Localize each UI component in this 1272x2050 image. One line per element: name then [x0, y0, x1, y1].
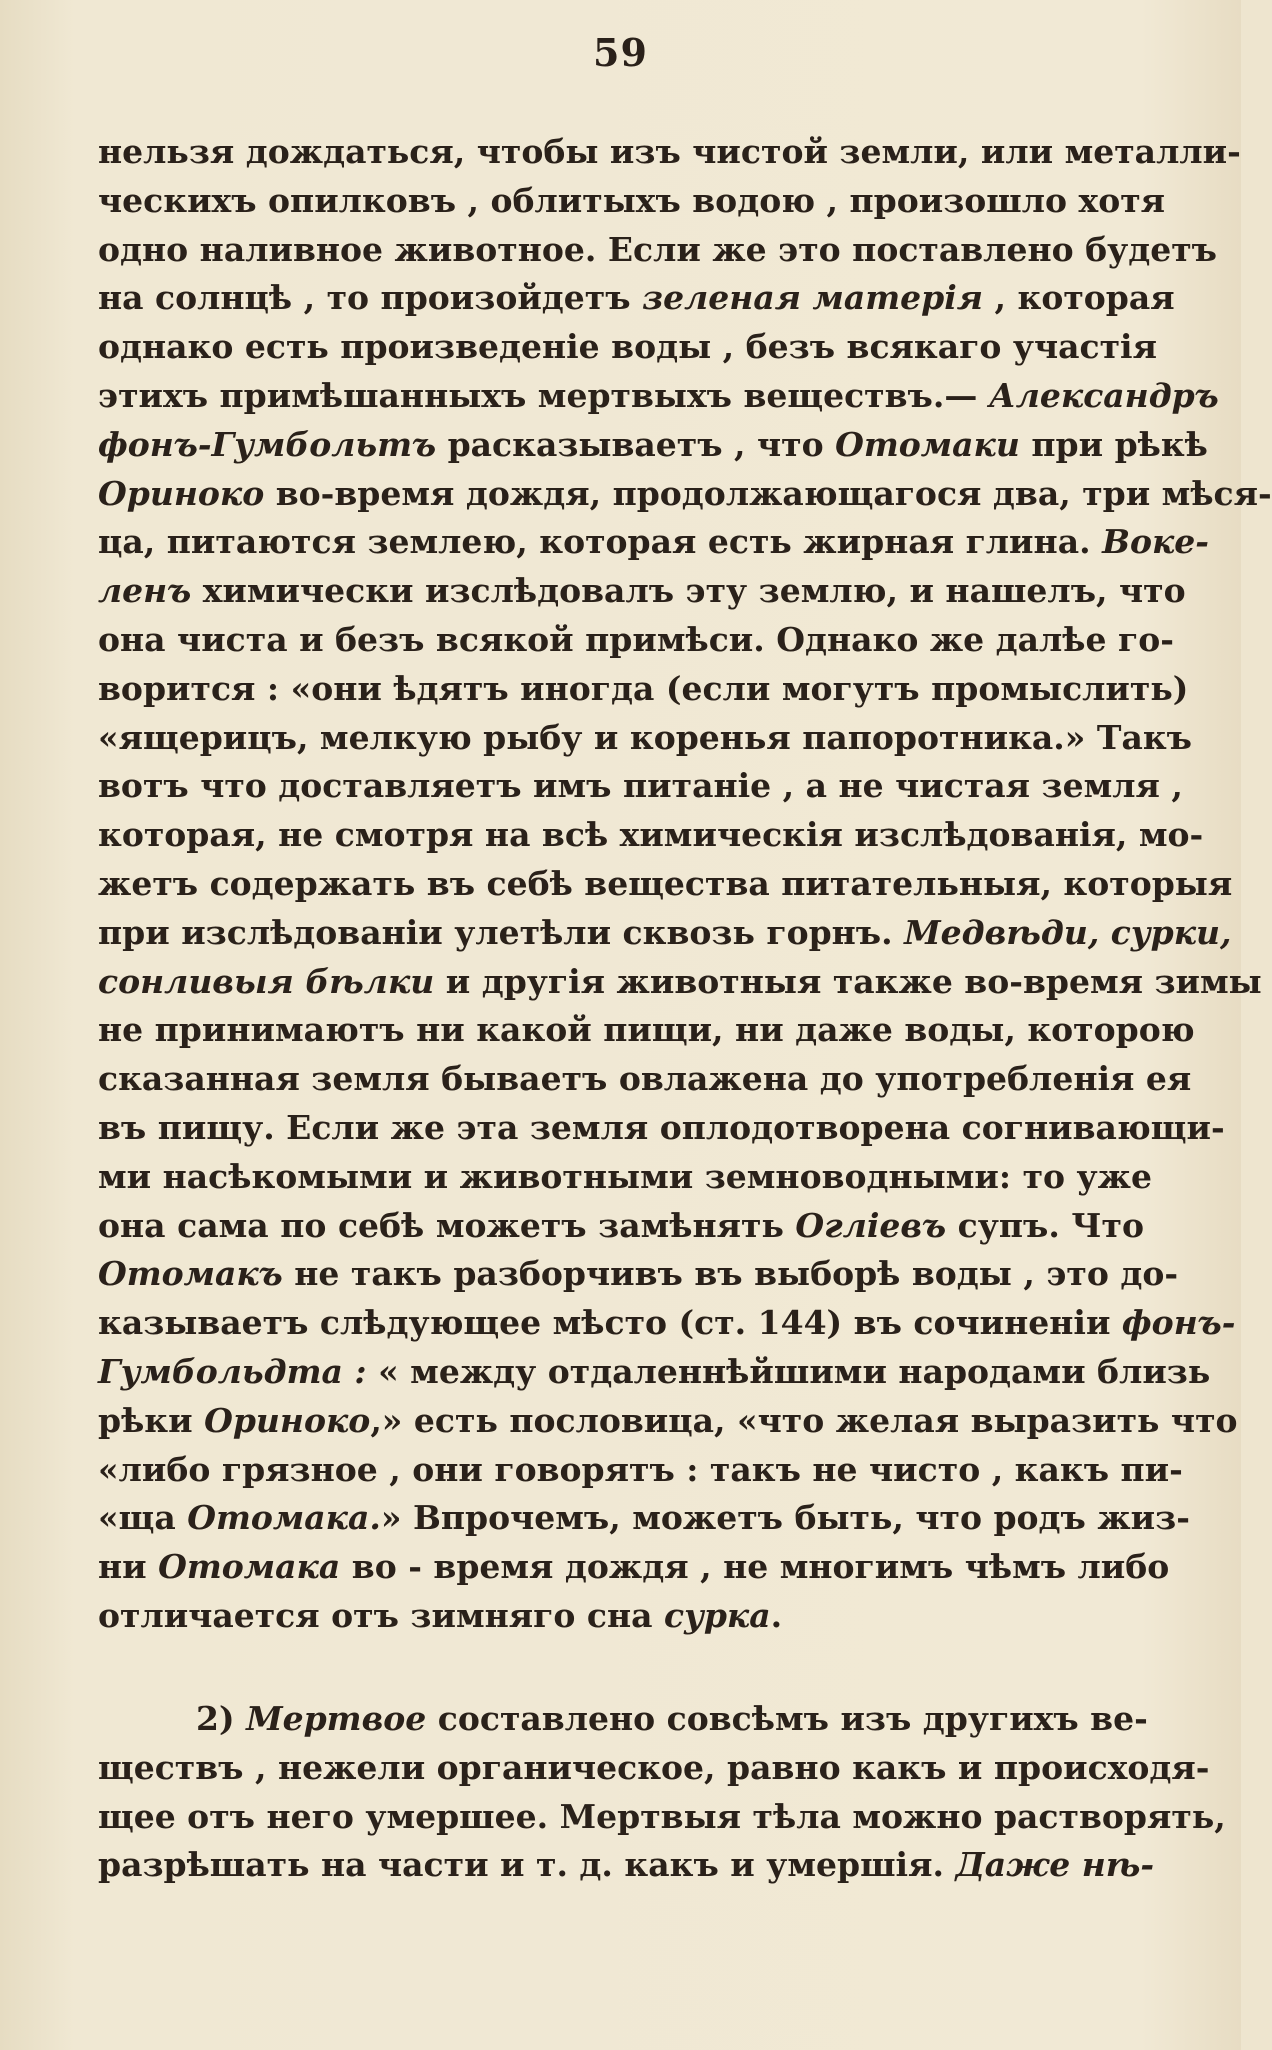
text-line [98, 860, 1233, 909]
text-span: . [770, 1595, 783, 1635]
text-span: вотъ что доставляетъ имъ питаніе , а не чистая земля , [98, 766, 1183, 806]
text-line [98, 372, 1219, 421]
text-span: во - время дождя , не многимъ чѣмъ либо [340, 1547, 1170, 1587]
text-line [98, 470, 1272, 519]
italic-text: Отомака. [187, 1498, 381, 1538]
text-span: казываетъ слѣдующее мѣсто (ст. 144) въ сочиненіи [98, 1303, 1122, 1343]
text-span: и другія животныя также во-время зимы [434, 961, 1262, 1001]
italic-text: фонъ-Гумбольтъ [98, 424, 437, 464]
text-line [98, 1695, 1148, 1744]
text-line [98, 1299, 1236, 1348]
italic-text: Оглiевъ [795, 1205, 947, 1245]
text-span: щее отъ него умершее. Мертвыя тѣла можно растворять, [98, 1796, 1226, 1836]
text-span: на солнцѣ , то произойдетъ [98, 278, 643, 318]
italic-text: Даже нѣ- [955, 1845, 1155, 1885]
italic-text: Ориноко [98, 473, 265, 513]
text-line [98, 909, 1232, 958]
text-span: нельзя дождаться, чтобы изъ чистой земли, или металли- [98, 132, 1241, 171]
text-line [98, 128, 1241, 177]
italic-text: Мертвое [246, 1699, 427, 1738]
text-span: не принимаютъ ни какой пищи, ни даже воды, которою [98, 1010, 1195, 1050]
text-line [98, 1592, 1144, 1641]
text-line [98, 1202, 1144, 1251]
text-line [98, 665, 1189, 714]
text-line [98, 1494, 1190, 1543]
text-span: ни [98, 1547, 159, 1587]
text-line [98, 567, 1186, 616]
text-span: ществъ , нежели органическое, равно какъ и происходя- [98, 1747, 1210, 1787]
text-line [98, 1543, 1170, 1592]
text-span: ческихъ опилковъ , облитыхъ водою , произошло хотя [98, 180, 1166, 220]
italic-text: Воке- [1102, 522, 1209, 562]
text-line [98, 1793, 1226, 1842]
italic-text: Александръ [988, 375, 1219, 415]
text-span: отличается отъ зимняго сна [98, 1595, 664, 1635]
italic-text: Медвѣди, сурки, [904, 912, 1232, 952]
text-span: этихъ примѣшанныхъ мертвыхъ веществъ.— [98, 375, 989, 415]
text-span: «либо грязное , они говорятъ : такъ не чисто , какъ пи- [98, 1449, 1183, 1489]
text-span: ца, питаются землею, которая есть жирная глина. [98, 522, 1103, 562]
text-line [98, 177, 1166, 226]
italic-text: сонливыя бѣлки [98, 961, 435, 1001]
text-line [98, 518, 1209, 567]
text-line [98, 274, 1175, 323]
text-line [98, 1446, 1183, 1495]
text-line [98, 1104, 1225, 1153]
italic-text: Гумбольдта : [98, 1351, 367, 1391]
text-line [98, 1153, 1152, 1202]
text-span: однако есть произведеніе воды , безъ всякаго участія [98, 327, 1157, 367]
text-span: «ящерицъ, мелкую рыбу и коренья папоротника.» Такъ [98, 717, 1192, 757]
text-line [98, 421, 1208, 470]
text-span: при изслѣдованіи улетѣли сквозь горнъ. [98, 912, 905, 952]
text-line [98, 1397, 1238, 1446]
text-span: составлено совсѣмъ изъ другихъ ве- [426, 1699, 1148, 1738]
text-span: химически изслѣдовалъ эту землю, и нашелъ, что [191, 571, 1186, 611]
text-span: ми насѣкомыми и животными земноводными: то уже [98, 1156, 1152, 1196]
italic-text: зеленая матерія [642, 278, 984, 318]
text-span: ,» есть пословица, «что желая выразить что [370, 1400, 1238, 1440]
text-line [98, 762, 1183, 811]
text-span: разрѣшать на части и т. д. какъ и умершія. [98, 1845, 956, 1885]
text-line [98, 1348, 1211, 1397]
text-span: 2) [196, 1699, 247, 1738]
text-span: , которая [983, 278, 1175, 318]
italic-text: сурка [663, 1595, 771, 1635]
text-line [98, 714, 1192, 763]
text-line [98, 1006, 1195, 1055]
text-span: « между отдаленнѣйшими народами близь [366, 1351, 1211, 1391]
text-span: при рѣкѣ [1019, 424, 1208, 464]
text-span: въ пищу. Если же эта земля оплодотворена согнивающи- [98, 1107, 1225, 1147]
text-span: расказываетъ , что [436, 424, 836, 464]
text-span: которая, не смотря на всѣ химическія изслѣдованія, мо- [98, 815, 1204, 855]
text-span: сказанная земля бываетъ овлажена до употребленія ея [98, 1059, 1192, 1099]
italic-text: фонъ- [1121, 1303, 1236, 1343]
italic-text: Отомака [158, 1547, 341, 1587]
text-span: во-время дождя, продолжающагося два, три мѣся- [264, 473, 1272, 513]
text-span: она чиста и безъ всякой примѣси. Однако же далѣе го- [98, 619, 1174, 659]
paragraph-1 [98, 128, 1272, 1641]
text-line [98, 1250, 1179, 1299]
italic-text: ленъ [98, 571, 192, 611]
text-span: не такъ разборчивъ въ выборѣ воды , это до- [282, 1254, 1179, 1294]
text-line [98, 958, 1262, 1007]
text-line [98, 1055, 1192, 1104]
italic-text: Отомакъ [98, 1254, 283, 1294]
paragraph-2 [98, 1695, 1226, 1890]
page-number: 59 [593, 30, 648, 75]
text-line [98, 616, 1174, 665]
text-span: рѣки [98, 1400, 205, 1440]
text-line [98, 1744, 1210, 1793]
text-span: «ща [98, 1498, 188, 1538]
text-span: она сама по себѣ можетъ замѣнять [98, 1205, 796, 1245]
text-span: » Впрочемъ, можетъ быть, что родъ жиз- [380, 1498, 1190, 1538]
italic-text: Отомаки [835, 424, 1020, 464]
text-line [98, 1841, 1155, 1890]
text-span: ворится : «они ѣдятъ иногда (если могутъ промыслить) [98, 668, 1189, 708]
text-line [98, 323, 1157, 372]
text-line [98, 226, 1217, 275]
text-span: одно наливное животное. Если же это поставлено будетъ [98, 229, 1217, 269]
italic-text: Ориноко [204, 1400, 371, 1440]
text-span: жетъ содержать въ себѣ вещества питательныя, которыя [98, 863, 1233, 903]
text-span: супъ. Что [946, 1205, 1144, 1245]
text-line [98, 811, 1204, 860]
